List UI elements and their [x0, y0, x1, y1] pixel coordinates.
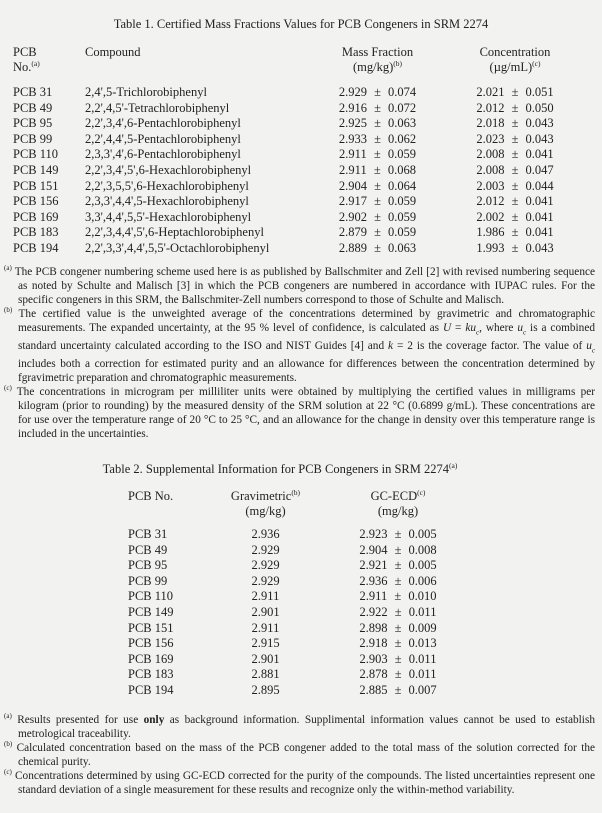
footnote-marker: (c) [4, 384, 12, 393]
mass-fraction-value: 2.879 ± 0.059 [338, 225, 417, 240]
footnote [4, 307, 595, 386]
gc-ecd-value: 2.911 ± 0.010 [359, 589, 437, 604]
gravimetric-value: 2.895 [251, 682, 280, 697]
gravimetric-value: 2.911 [251, 620, 280, 635]
pcb-number: PCB 151 [13, 178, 59, 193]
footnote-ref-a: (a) [31, 58, 40, 68]
table2-caption: Table 2. Supplemental Information for PCB Congeners in SRM 2274$^{(a)}$ [102, 460, 458, 477]
footnote [4, 741, 595, 769]
pcb-number: PCB 149 [128, 605, 174, 619]
footnote-ref-b: (b) [291, 487, 301, 497]
footnote [4, 769, 595, 797]
pcb-number: PCB 194 [128, 682, 174, 697]
table2-row [128, 667, 602, 683]
table1-row [13, 101, 602, 117]
gc-ecd-value: 2.904 ± 0.008 [359, 542, 437, 557]
pcb-number: PCB 49 [128, 542, 168, 557]
pcb-number: PCB 110 [128, 589, 174, 604]
table1-header-pcb-no [13, 45, 85, 75]
footnote-text: Calculated concentration based on the mass of the PCB congener added to the total mass of the solution corrected for the chemical purity. [16, 741, 595, 768]
concentration-value: 2.023 ± 0.043 [476, 131, 554, 146]
compound-name: 2,2',3,4,4',5',6-Heptachlorobiphenyl [85, 225, 264, 240]
pcb-number: PCB 99 [128, 573, 168, 588]
concentration-value: 2.002 ± 0.041 [476, 209, 554, 224]
table2-header-gc-ecd: GC-ECD$^{(c)}$ (mg/kg) [370, 487, 426, 519]
table2-row [128, 558, 602, 574]
gc-ecd-value: 2.921 ± 0.005 [359, 558, 437, 573]
gravimetric-value: 2.936 [251, 527, 280, 542]
pcb-number: PCB 156 [128, 636, 174, 651]
footnote-marker: (b) [4, 305, 13, 314]
concentration-value: 2.012 ± 0.041 [476, 194, 554, 209]
table1-row [13, 194, 602, 210]
table1-caption: Table 1. Certified Mass Fractions Values for PCB Congeners in SRM 2274 [113, 17, 489, 31]
pcb-number: PCB 183 [128, 667, 174, 682]
gc-ecd-value: 2.885 ± 0.007 [359, 682, 437, 697]
mass-fraction-value: 2.911 ± 0.059 [339, 147, 416, 162]
table1-row [13, 210, 602, 226]
compound-name: 2,4',5-Trichlorobiphenyl [85, 85, 207, 99]
pcb-number: PCB 95 [128, 558, 168, 573]
footnote-ref-c: (c) [532, 58, 541, 68]
footnote-marker: (a) [4, 263, 12, 272]
footnote-text: The PCB congener numbering scheme used here is as published by Ballschmiter and Zell [2] with revised numbering sequence as noted by Schulte and Malisch [3] in which the PCB congeners are numbered in accordance with IUPAC rules. For the specific congeners in this SRM, the Ballschmiter-Zell numbers correspond to those of Schulte and Malisch. [14, 265, 595, 306]
gravimetric-value: 2.915 [251, 636, 280, 651]
gc-ecd-value: 2.936 ± 0.006 [359, 573, 437, 588]
compound-name: 2,2',3,5,5',6-Hexachlorobiphenyl [85, 178, 249, 193]
mass-fraction-value: 2.917 ± 0.059 [338, 194, 417, 209]
pcb-number: PCB 156 [13, 194, 59, 209]
table2-body [0, 527, 602, 699]
gc-ecd-value: 2.923 ± 0.005 [359, 527, 437, 542]
table2-row [128, 621, 602, 637]
gravimetric-value: 2.911 [251, 589, 280, 604]
footnote-marker: (b) [4, 739, 13, 748]
footnote-ref-a: (a) [449, 460, 458, 470]
table1-row [13, 85, 602, 101]
table1-header-mass-fraction: Mass Fraction $(mg/kg)^{(b)}$ [341, 45, 414, 74]
pcb-number: PCB 169 [13, 209, 59, 224]
mass-fraction-value: 2.925 ± 0.063 [338, 116, 417, 131]
footnote-text: The certified value is the unweighted average of the concentrations determined by gravimetric and chromatographic measurements. The expanded uncertainty, at the 95 % level of confidence, is calculated as $U = ku_c$, where $u_c$ is a combined standard uncertainty calculated according to the ISO and NIST Guides [4] and k = 2 is the coverage factor. The value of $u_c$ includes both a correction for estimated purity and an allowance for differences between the concentration determined by fgravimetric preparation and chromatographic measurements. [18, 307, 595, 385]
mass-fraction-value: 2.929 ± 0.074 [338, 85, 417, 99]
footnote [4, 713, 595, 741]
footnote-text: The concentrations in microgram per milliliter units were obtained by multiplying the certified values in milligrams per kilogram (prior to rounding) by the measured density of the SRM solution at 22 °C (0.6899 g/mL). These concentrations are for use over the temperature range of 20 °C to 25 °C, and an allowance for the change in density over this temperature range is included in the uncertainties. [16, 386, 595, 441]
pcb-number: PCB 149 [13, 162, 59, 177]
concentration-value: 1.993 ± 0.043 [476, 240, 554, 255]
table2-row [128, 527, 602, 543]
table1-row [13, 225, 602, 241]
table2-row [128, 652, 602, 668]
compound-name: 2,2',4,5'-Tetrachlorobiphenyl [85, 100, 230, 115]
pcb-number: PCB 95 [13, 116, 53, 131]
pcb-number: PCB 49 [13, 100, 53, 115]
table1-row [13, 116, 602, 132]
gc-ecd-value: 2.903 ± 0.011 [359, 651, 437, 666]
footnote [4, 265, 595, 307]
table1-header-no: No.$^{(a)}$ [13, 58, 40, 74]
gravimetric-value: 2.901 [251, 605, 280, 619]
table1-row [13, 241, 602, 257]
pcb-number: PCB 31 [128, 527, 168, 542]
compound-name: 2,2',4,4',5-Pentachlorobiphenyl [85, 131, 241, 146]
pcb-number: PCB 151 [128, 620, 174, 635]
footnote-text: Results presented for use only as background information. Supplimental information values cannot be used to establish metrological traceability. [17, 713, 595, 740]
gravimetric-value: 2.929 [251, 542, 280, 557]
concentration-value: 2.012 ± 0.050 [476, 100, 554, 115]
table2-header-pcb-no: PCB No. [128, 489, 174, 504]
table1-header-row [13, 45, 602, 75]
compound-name: 2,3,3',4,4',5-Hexachlorobiphenyl [85, 194, 249, 209]
table1-header-pcb: PCB [13, 45, 37, 59]
footnote-text: Concentrations determined by using GC-ECD corrected for the purity of the compounds. The listed uncertainties represent one standard deviation of a single measurement for these results and recognize only the within-method variability. [15, 769, 596, 796]
concentration-value: 1.986 ± 0.041 [476, 225, 554, 240]
mass-fraction-value: 2.933 ± 0.062 [338, 131, 417, 146]
gravimetric-value: 2.881 [251, 667, 280, 682]
pcb-number: PCB 31 [13, 85, 53, 99]
compound-name: 3,3',4,4',5,5'-Hexachlorobiphenyl [85, 209, 252, 224]
table2-header-gravimetric: Gravimetric$^{(b)}$ (mg/kg) [230, 487, 301, 519]
footnote-ref-b: (b) [393, 58, 403, 68]
gravimetric-value: 2.929 [251, 573, 280, 588]
table2-row [128, 589, 602, 605]
pcb-number: PCB 99 [13, 131, 53, 146]
table1-header-concentration: Concentration $(\mu g/mL)^{(c)}$ [479, 45, 551, 74]
pcb-number: PCB 110 [13, 147, 59, 162]
footnote-marker: (a) [4, 711, 12, 720]
concentration-value: 2.021 ± 0.051 [476, 85, 554, 99]
footnote-ref-c: (c) [417, 487, 426, 497]
footnote-marker: (c) [4, 767, 12, 776]
table2-footnotes [4, 713, 595, 797]
table1-row [13, 147, 602, 163]
concentration-value: 2.008 ± 0.041 [476, 147, 554, 162]
table2-row [128, 574, 602, 590]
mass-fraction-value: 2.902 ± 0.059 [338, 209, 417, 224]
compound-name: 2,3,3',4',6-Pentachlorobiphenyl [85, 147, 241, 162]
concentration-value: 2.008 ± 0.047 [476, 162, 554, 177]
concentration-value: 2.003 ± 0.044 [476, 178, 554, 193]
gravimetric-value: 2.901 [251, 651, 280, 666]
mass-fraction-value: 2.889 ± 0.063 [338, 240, 417, 255]
table1-row [13, 163, 602, 179]
compound-name: 2,2',3,4',6-Pentachlorobiphenyl [85, 116, 241, 131]
table1-row [13, 179, 602, 195]
table2-row [128, 683, 602, 699]
pcb-number: PCB 194 [13, 240, 59, 255]
mass-fraction-value: 2.911 ± 0.068 [339, 162, 416, 177]
table2-row [128, 636, 602, 652]
gc-ecd-value: 2.918 ± 0.013 [359, 636, 437, 651]
mass-fraction-value: 2.904 ± 0.064 [338, 178, 417, 193]
gc-ecd-value: 2.922 ± 0.011 [359, 605, 437, 619]
concentration-value: 2.018 ± 0.043 [476, 116, 554, 131]
compound-name: 2,2',3,4',5',6-Hexachlorobiphenyl [85, 162, 252, 177]
footnote [4, 385, 595, 441]
mass-fraction-value: 2.916 ± 0.072 [338, 100, 417, 115]
pcb-number: PCB 169 [128, 651, 174, 666]
table1-row [13, 132, 602, 148]
gravimetric-value: 2.929 [251, 558, 280, 573]
table2-header-row [128, 489, 602, 519]
gc-ecd-value: 2.878 ± 0.011 [359, 667, 437, 682]
gc-ecd-value: 2.898 ± 0.009 [359, 620, 437, 635]
compound-name: 2,2',3,3',4,4',5,5'-Octachlorobiphenyl [85, 240, 270, 255]
table2-row [128, 543, 602, 559]
table2-row [128, 605, 602, 621]
table1-body [0, 85, 602, 257]
table1-footnotes [4, 265, 595, 442]
pcb-number: PCB 183 [13, 225, 59, 240]
table1-header-compound: Compound [85, 45, 141, 59]
